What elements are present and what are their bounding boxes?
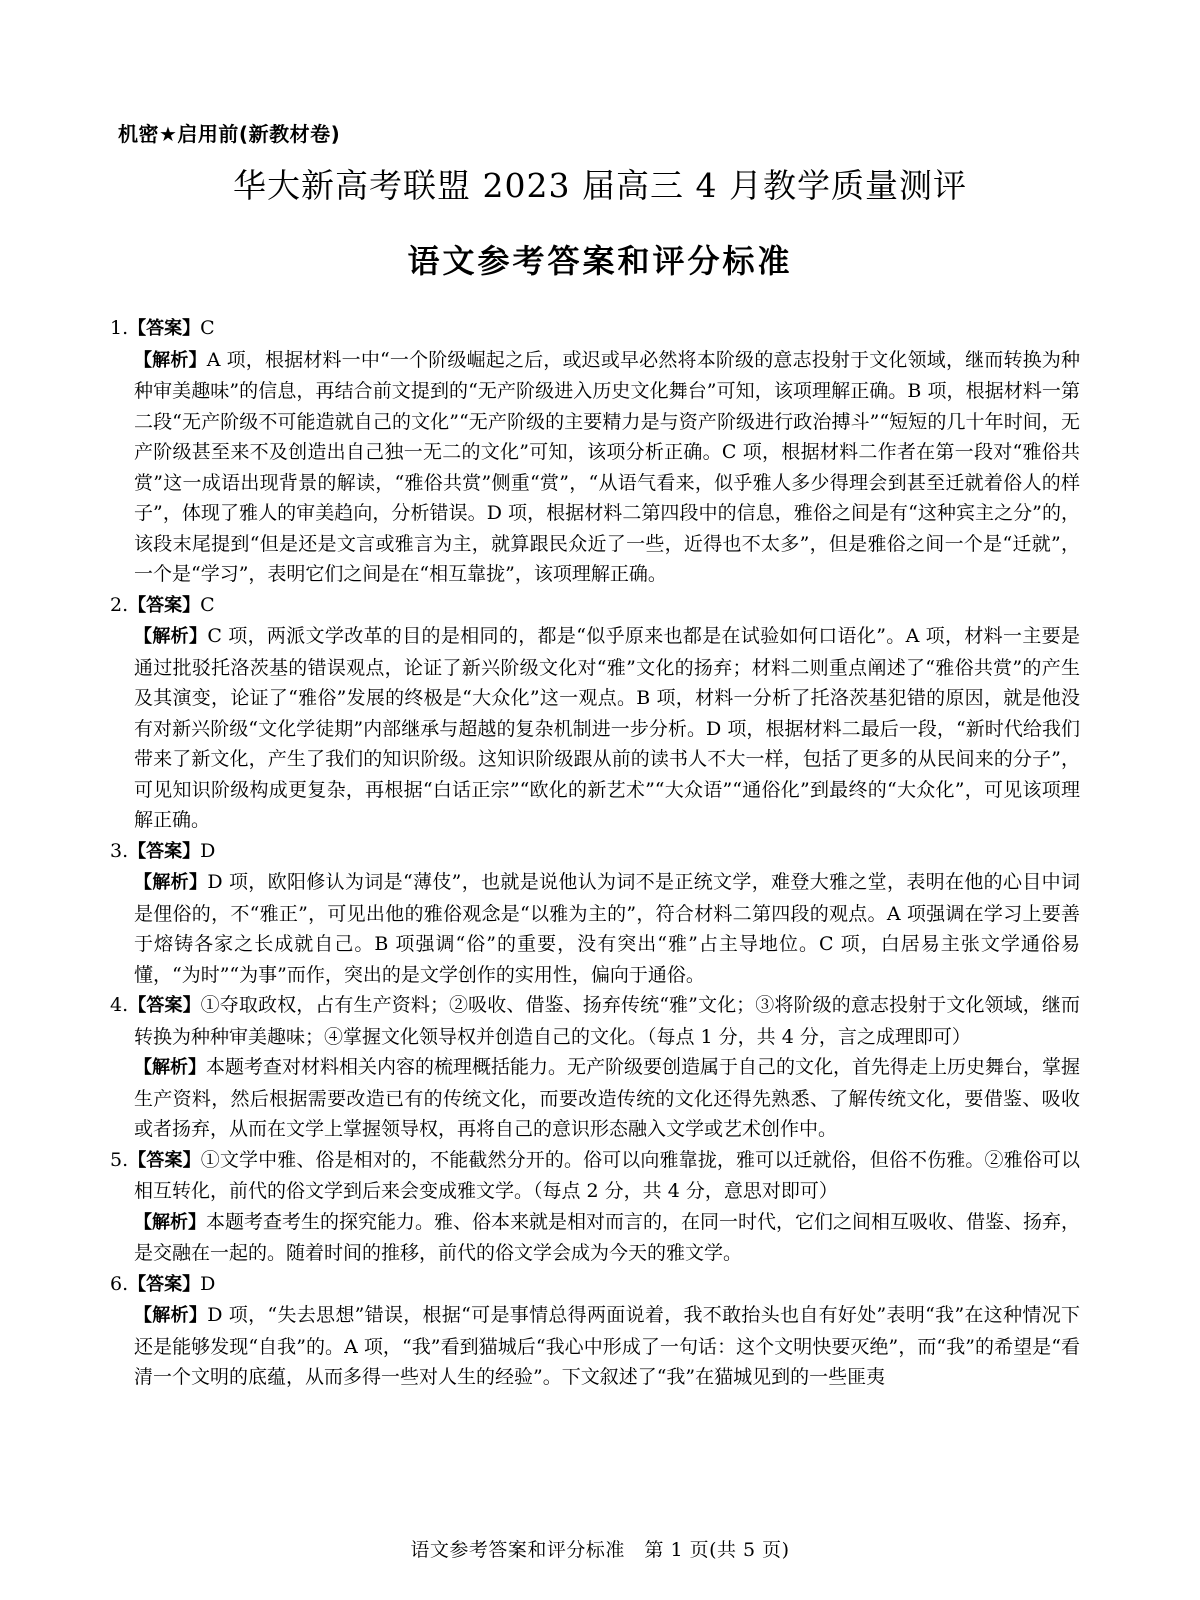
- confidential-label: 机密★启用前(新教材卷): [118, 122, 341, 146]
- analysis-tag: 【解析】: [134, 349, 207, 371]
- document-subtitle: 语文参考答案和评分标准: [407, 242, 793, 280]
- analysis-tag: 【解析】: [134, 872, 208, 893]
- answer-value: C: [200, 317, 215, 339]
- answer-value: ①文学中雅、俗是相对的，不能截然分开的。俗可以向雅靠拢，雅可以迁就俗，但俗不伤雅。②雅俗可以相互转化，前代的俗文学到后来会变成雅文学。（每点 2 分，共 4 分，意思对即可）: [134, 1148, 1080, 1202]
- answer-tag: 【答案】: [128, 318, 201, 339]
- question-block-6: [110, 1269, 1080, 1393]
- question-block-5: [110, 1145, 1080, 1269]
- analysis-paragraph: [110, 1052, 1080, 1145]
- answer-content: [110, 313, 1080, 1393]
- answer-tag: 【答案】: [128, 840, 201, 862]
- analysis-text: 本题考查考生的探究能力。雅、俗本来就是相对而言的，在同一时代，它们之间相互吸收、借鉴、扬弃，是交融在一起的。随着时间的推移，前代的俗文学会成为今天的雅文学。: [134, 1210, 1081, 1264]
- question-block-1: [110, 313, 1080, 590]
- question-number: 5.: [110, 1148, 129, 1171]
- analysis-paragraph: [110, 621, 1080, 836]
- analysis-tag: 【解析】: [134, 1057, 206, 1078]
- analysis-paragraph: [110, 1207, 1080, 1269]
- question-number: 2.: [110, 593, 129, 616]
- analysis-tag: 【解析】: [134, 1305, 208, 1326]
- answer-value: D: [200, 839, 216, 862]
- answer-tag: 【答案】: [128, 995, 201, 1016]
- answer-tag: 【答案】: [128, 594, 201, 616]
- answer-line: [110, 1145, 1080, 1207]
- answer-value: D: [200, 1272, 216, 1295]
- answer-value: C: [200, 593, 215, 616]
- question-number: 1.: [110, 317, 129, 339]
- analysis-text: D 项，欧阳修认为词是“薄伎”，也就是说他认为词不是正统文学，难登大雅之堂，表明在他的心目中词是俚俗的，不“雅正”，可见出他的雅俗观念是“以雅为主的”，符合材料二第四段的观点。A 项强调在学习上要善于熔铸各家之长成就自己。B 项强调“俗”的重要，没有突出“雅”占主导地位。C 项，白居易主张文学通俗易懂，“为时”“为事”而作，突出的是文学创作的实用性，偏向于通俗。: [134, 871, 1081, 986]
- exam-title: 华大新高考联盟 2023 届高三 4 月教学质量测评: [233, 166, 967, 205]
- answer-line: [110, 836, 1080, 868]
- question-block-3: [110, 836, 1080, 991]
- analysis-paragraph: [110, 345, 1080, 590]
- analysis-paragraph: [110, 1300, 1080, 1393]
- question-number: 3.: [110, 839, 129, 862]
- answer-tag: 【答案】: [128, 1149, 201, 1171]
- page-footer: 语文参考答案和评分标准 第 1 页(共 5 页): [410, 1539, 790, 1561]
- question-block-4: [110, 990, 1080, 1145]
- question-block-2: [110, 590, 1080, 836]
- answer-line: [110, 313, 1080, 345]
- answer-line: [110, 990, 1080, 1052]
- analysis-text: A 项，根据材料一中“一个阶级崛起之后，或迟或早必然将本阶级的意志投射于文化领域，继而转换为种种审美趣味”的信息，再结合前文提到的“无产阶级进入历史文化舞台”可知，该项理解正确。B 项，根据材料一第二段“无产阶级不可能造就自己的文化”“无产阶级的主要精力是与资产阶级进行政治搏斗”“短短的几十年时间，无产阶级甚至来不及创造出自己独一无二的文化”可知，该项分析正确。C 项，根据材料二作者在第一段对“雅俗共赏”这一成语出现背景的解读，“雅俗共赏”侧重“赏”，“从语气看来，似乎雅人多少得理会到甚至迁就着俗人的样子”，体现了雅人的审美趋向，分析错误。D 项，根据材料二第四段中的信息，雅俗之间是有“这种宾主之分”的，该段末尾提到“但是还是文言或雅言为主，就算跟民众近了一些，近得也不太多”，但是雅俗之间一个是“迁就”，一个是“学习”，表明它们之间是在“相互靠拢”，该项理解正确。: [134, 348, 1081, 585]
- analysis-tag: 【解析】: [134, 1211, 206, 1233]
- question-number: 4.: [110, 994, 129, 1016]
- answer-line: [110, 590, 1080, 622]
- analysis-paragraph: [110, 867, 1080, 990]
- analysis-tag: 【解析】: [134, 626, 208, 647]
- answer-value: ①夺取政权，占有生产资料；②吸收、借鉴、扬弃传统“雅”文化；③将阶级的意志投射于文化领域，继而转换为种种审美趣味；④掌握文化领导权并创造自己的文化。（每点 1 分，共 4 分，言之成理即可）: [134, 994, 1080, 1048]
- question-number: 6.: [110, 1272, 129, 1295]
- answer-tag: 【答案】: [128, 1273, 201, 1295]
- analysis-text: C 项，两派文学改革的目的是相同的，都是“似乎原来也都是在试验如何口语化”。A 项，材料一主要是通过批驳托洛茨基的错误观点，论证了新兴阶级文化对“雅”文化的扬弃；材料二则重点阐述了“雅俗共赏”的产生及其演变，论证了“雅俗”发展的终极是“大众化”这一观点。B 项，材料一分析了托洛茨基犯错的原因，就是他没有对新兴阶级“文化学徒期”内部继承与超越的复杂机制进一步分析。D 项，根据材料二最后一段，“新时代给我们带来了新文化，产生了我们的知识阶级。这知识阶级跟从前的读书人不大一样，包括了更多的从民间来的分子”，可见知识阶级构成更复杂，再根据“白话正宗”“欧化的新艺术”“大众语”“通俗化”到最终的“大众化”，可见该项理解正确。: [134, 625, 1080, 831]
- answer-line: [110, 1269, 1080, 1301]
- analysis-text: 本题考查对材料相关内容的梳理概括能力。无产阶级要创造属于自己的文化，首先得走上历史舞台，掌握生产资料，然后根据需要改造已有的传统文化，而要改造传统的文化还得先熟悉、了解传统文化，要借鉴、吸收或者扬弃，从而在文学上掌握领导权，再将自己的意识形态融入文学或艺术创作中。: [134, 1056, 1081, 1140]
- analysis-text: D 项，“失去思想”错误，根据“可是事情总得两面说着，我不敢抬头也自有好处”表明“我”在这种情况下还是能够发现“自我”的。A 项，“我”看到猫城后“我心中形成了一句话：这个文明快要灭绝”，而“我”的希望是“看清一个文明的底蕴，从而多得一些对人生的经验”。下文叙述了“我”在猫城见到的一些匪夷: [134, 1304, 1081, 1388]
